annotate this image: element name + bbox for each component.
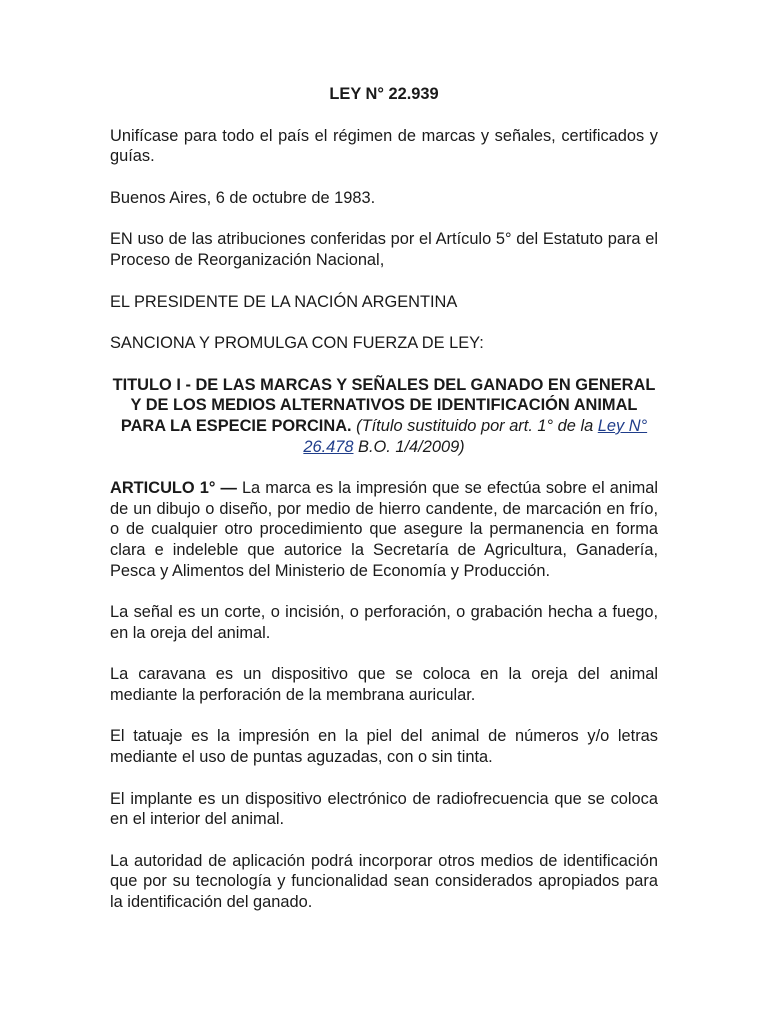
law-summary: Unifícase para todo el país el régimen de marcas y señales, certificados y guías. — [110, 126, 658, 166]
ley-26478-link[interactable]: Ley N° 26.478 — [303, 416, 648, 456]
titulo-heading: TITULO I - DE LAS MARCAS Y SEÑALES DEL GANADO EN GENERAL Y DE LOS MEDIOS ALTERNATIVOS DE IDENTIFICACIÓN ANIMAL PARA LA ESPECIE PORCINA. — [112, 375, 656, 435]
place-date: Buenos Aires, 6 de octubre de 1983. — [110, 188, 376, 207]
articulo-1 — [110, 478, 658, 581]
titulo-note-after: B.O. 1/4/2009) — [353, 437, 465, 456]
preamble: EN uso de las atribuciones conferidas por el Artículo 5° del Estatuto para el Proceso de Reorganización Nacional, — [110, 230, 658, 269]
titulo-block — [110, 375, 658, 457]
paragraph-autoridad: La autoridad de aplicación podrá incorporar otros medios de identificación que por su tecnología y funcionalidad sean considerados apropiados para la identificación del ganado. — [110, 851, 658, 912]
law-title: LEY N° 22.939 — [329, 85, 439, 103]
president-line: EL PRESIDENTE DE LA NACIÓN ARGENTINA — [110, 292, 458, 311]
articulo-1-label: ARTICULO 1° — — [110, 479, 237, 498]
paragraph-implante: El implante es un dispositivo electrónico de radiofrecuencia que se coloca en el interior del animal. — [110, 789, 658, 829]
paragraph-senal: La señal es un corte, o incisión, o perforación, o grabación hecha a fuego, en la oreja del animal. — [110, 603, 658, 642]
titulo-note-before: (Título sustituido por art. 1° de la — [351, 416, 598, 435]
paragraph-caravana: La caravana es un dispositivo que se coloca en la oreja del animal mediante la perforación de la membrana auricular. — [110, 665, 658, 704]
sanciona-line: SANCIONA Y PROMULGA CON FUERZA DE LEY: — [110, 334, 484, 353]
paragraph-tatuaje: El tatuaje es la impresión en la piel del animal de números y/o letras mediante el uso de puntas aguzadas, con o sin tinta. — [110, 727, 658, 767]
articulo-1-text: La marca es la impresión que se efectúa sobre el animal de un dibujo o diseño, por medio de hierro candente, de marcación en frío, o de cualquier otro procedimiento que asegure la permanencia en forma clara e indeleble que autorice la Secretaría de Agricultura, Ganadería, Pesca y Alimentos del Ministerio de Economía y Producción. — [110, 479, 658, 580]
document-page — [110, 84, 658, 934]
